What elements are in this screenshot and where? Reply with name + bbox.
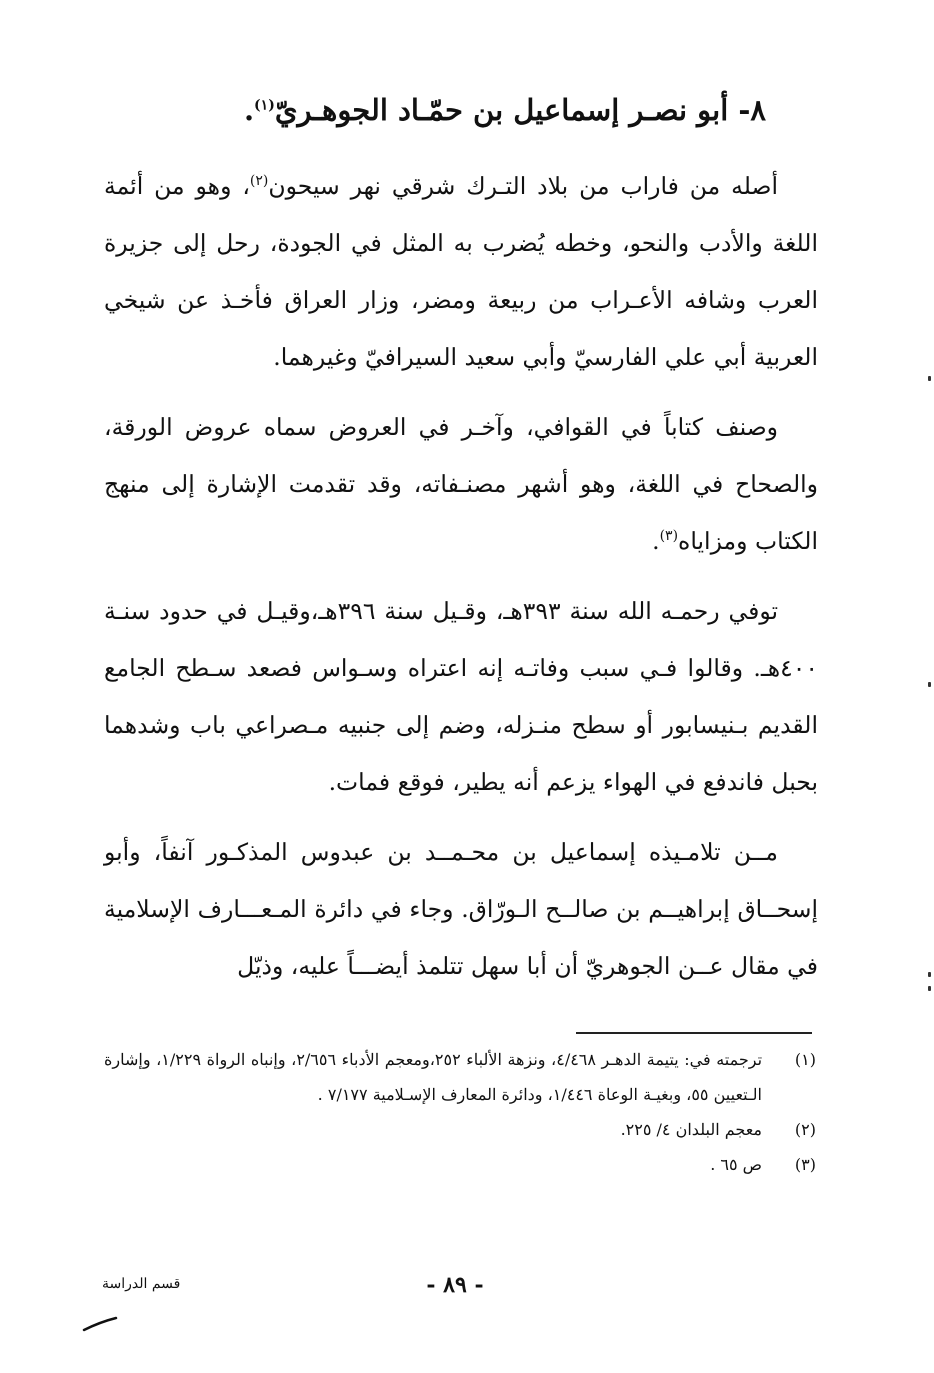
pen-mark-icon bbox=[82, 1316, 118, 1332]
footnote-1 bbox=[104, 1042, 816, 1112]
heading-footnote-marker: (١) bbox=[254, 97, 275, 114]
margin-dot bbox=[928, 986, 931, 991]
margin-dot bbox=[928, 376, 931, 381]
footnote-number: (١) bbox=[794, 1050, 816, 1069]
page-number: - ٨٩ - bbox=[426, 1272, 484, 1298]
section-heading bbox=[100, 88, 766, 132]
paragraph-3: توفي رحمـه الله سنة ٣٩٣هـ، وقـيل سنة ٣٩٦هـ،وقيـل في حدود سنـة ٤٠٠هـ. وقالوا فـي سبب وفاتـه إنه اعتراه وسـواس فصعد سـطح الجامع القديم بـنيسابور أو سطح منـزله، وضم إلى جنبيه مـصراعي باب وشدهما بحبل فاندفع في الهواء يزعم أنه يطير، فوقع فمات. bbox=[104, 597, 818, 796]
footnote-2 bbox=[104, 1112, 816, 1147]
margin-dot bbox=[928, 972, 931, 977]
body-text bbox=[104, 158, 818, 1008]
footnote-ref: (٣) bbox=[659, 528, 679, 545]
paragraph-1: أصله من فاراب من بلاد التـرك شرقي نهر سيحون$^{(٢)}$، وهو من أئمة اللغة والأدب والنحو، وخطه يُضرب به المثل في الجودة، رحل إلى جزيرة العرب وشافه الأعـراب من ربيعة ومضر، وزار العراق فأخـذ عن شيخي العربية أبي علي الفارسيّ وأبي سعيد السيرافيّ وغيرهما. bbox=[104, 172, 818, 371]
footnote-separator bbox=[576, 1032, 812, 1034]
paragraph-2: وصنف كتاباً في القوافي، وآخـر في العروض سماه عروض الورقة، والصحاح في اللغة، وهو أشهر مصنـفاته، وقد تقدمت الإشارة إلى منهج الكتاب ومزاياه$^{(٣)}$. bbox=[104, 413, 818, 555]
footnote-number: (٢) bbox=[794, 1120, 816, 1139]
paragraph-4: مــن تلامـيذه إسماعيل بن محـمــد بن عبدوس المذكـور آنفاً، وأبو إسحــاق إبراهيــم بن صالــح الـورّاق. وجاء في دائرة المـعـــارف الإسلامية في مقال عــن الجوهريّ أن أبا سهل تتلمذ أيضـــاً عليه، وذيّل bbox=[104, 838, 818, 980]
footnotes bbox=[104, 1042, 816, 1182]
footnote-ref: (٢) bbox=[249, 173, 269, 190]
margin-dot bbox=[928, 682, 931, 687]
footnote-3 bbox=[104, 1147, 816, 1182]
footnote-text: ترجمته في: يتيمة الدهـر ٤/٤٦٨، ونزهة الألباء ٢٥٢،ومعجم الأدباء ٢/٦٥٦، وإنباه الرواة ١/٢٢٩، وإشارة الـتعيين ٥٥، وبغيـة الوعاة ١/٤٤٦، ودائرة المعارف الإسـلامية ٧/١٧٧ . bbox=[104, 1050, 763, 1104]
footnote-number: (٣) bbox=[794, 1155, 816, 1174]
footnote-text: معجم البلدان ٤/ ٢٢٥. bbox=[620, 1120, 762, 1139]
heading-text: ٨- أبو نصـر إسماعيل بن حمّـاد الجوهـريّ bbox=[274, 93, 766, 127]
section-label: قسم الدراسة bbox=[102, 1276, 181, 1292]
footnote-text: ص ٦٥ . bbox=[710, 1155, 762, 1174]
heading-end: . bbox=[243, 93, 255, 127]
